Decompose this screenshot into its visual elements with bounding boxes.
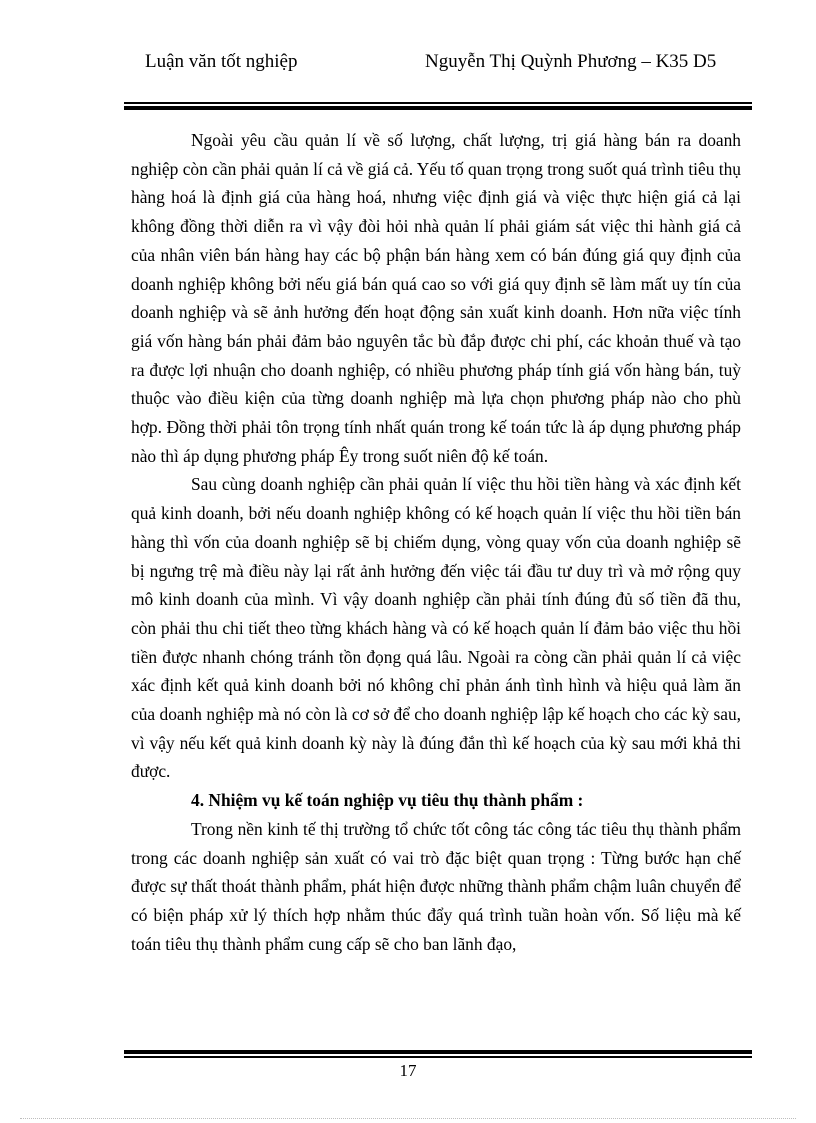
paragraph: Sau cùng doanh nghiệp cần phải quản lí việc thu hồi tiền hàng và xác định kết quả kinh doanh, bởi nếu doanh nghiệp không có kế hoạch quản lí việc thu hồi tiền bán hàng thì vốn của doanh nghiệp sẽ bị chiếm dụng, vòng quay vốn của doanh nghiệp sẽ bị ngưng trệ mà điều này lại rất ảnh hưởng đến việc tái đầu tư duy trì và mở rộng quy mô kinh doanh của mình. Vì vậy doanh nghiệp cần phải tính đúng đủ số tiền đã thu, còn phải thu chi tiết theo từng khách hàng và có kế hoạch quản lí đảm bảo việc thu hồi tiền được nhanh chóng tránh tồn đọng quá lâu. Ngoài ra còng cần phải quản lí cả việc xác định kết quả kinh doanh bởi nó không chỉ phản ánh tình hình và hiệu quả làm ăn của doanh nghiệp mà nó còn là cơ sở để cho doanh nghiệp lập kế hoạch cho các kỳ sau, vì vậy nếu kết quả kinh doanh kỳ này là đúng đắn thì kế hoạch của kỳ sau mới khả thi được. (131, 474, 741, 782)
page-number: 17 (399, 1061, 417, 1080)
page-edge-dotted-line (20, 1118, 796, 1119)
section-heading: 4. Nhiệm vụ kế toán nghiệp vụ tiêu thụ thành phẩm : (191, 790, 584, 811)
paragraph: Trong nền kinh tế thị trường tổ chức tốt công tác công tác tiêu thụ thành phẩm trong các doanh nghiệp sản xuất có vai trò đặc biệt quan trọng : Từng bước hạn chế được sự thất thoát thành phẩm, phát hiện được những thành phẩm chậm luân chuyển để có biện pháp xử lý thích hợp nhằm thúc đẩy quá trình tuần hoàn vốn. Số liệu mà kế toán tiêu thụ thành phẩm cung cấp sẽ cho ban lãnh đạo, (131, 818, 741, 954)
footer-divider-thick (124, 1050, 752, 1054)
header-divider-thick (124, 106, 752, 110)
header-divider-thin (124, 102, 752, 104)
header-author: Nguyễn Thị Quỳnh Phương – K35 D5 (425, 51, 717, 72)
paragraph: Ngoài yêu cầu quản lí về số lượng, chất lượng, trị giá hàng bán ra doanh nghiệp còn cần phải quản lí cả về giá cả. Yếu tố quan trọng trong suốt quá trình tiêu thụ hàng hoá là định giá của hàng hoá, nhưng việc định giá và việc thực hiện giá cả lại không đồng thời diễn ra vì vậy đòi hỏi nhà quản lí phải giám sát việc thi hành giá cả của nhân viên bán hàng hay các bộ phận bán hàng xem có bán đúng giá quy định của doanh nghiệp không bởi nếu giá bán quá cao so với giá quy định sẽ làm mất uy tín của doanh nghiệp và sẽ ảnh hưởng đến hoạt động sản xuất kinh doanh. Hơn nữa việc tính giá vốn hàng bán phải đảm bảo nguyên tắc bù đắp được chi phí, các khoản thuế và tạo ra được lợi nhuận cho doanh nghiệp, có nhiều phương pháp tính giá vốn hàng bán, tuỳ thuộc vào điều kiện của từng doanh nghiệp mà lựa chọn phương pháp nào cho phù hợp. Đồng thời phải tôn trọng tính nhất quán trong kế toán tức là áp dụng phương pháp nào thì áp dụng phương pháp Êy trong suốt niên độ kế toán. (131, 130, 741, 466)
document-body (131, 126, 741, 958)
header-title: Luận văn tốt nghiệp (145, 51, 298, 72)
footer-divider-thin (124, 1056, 752, 1058)
